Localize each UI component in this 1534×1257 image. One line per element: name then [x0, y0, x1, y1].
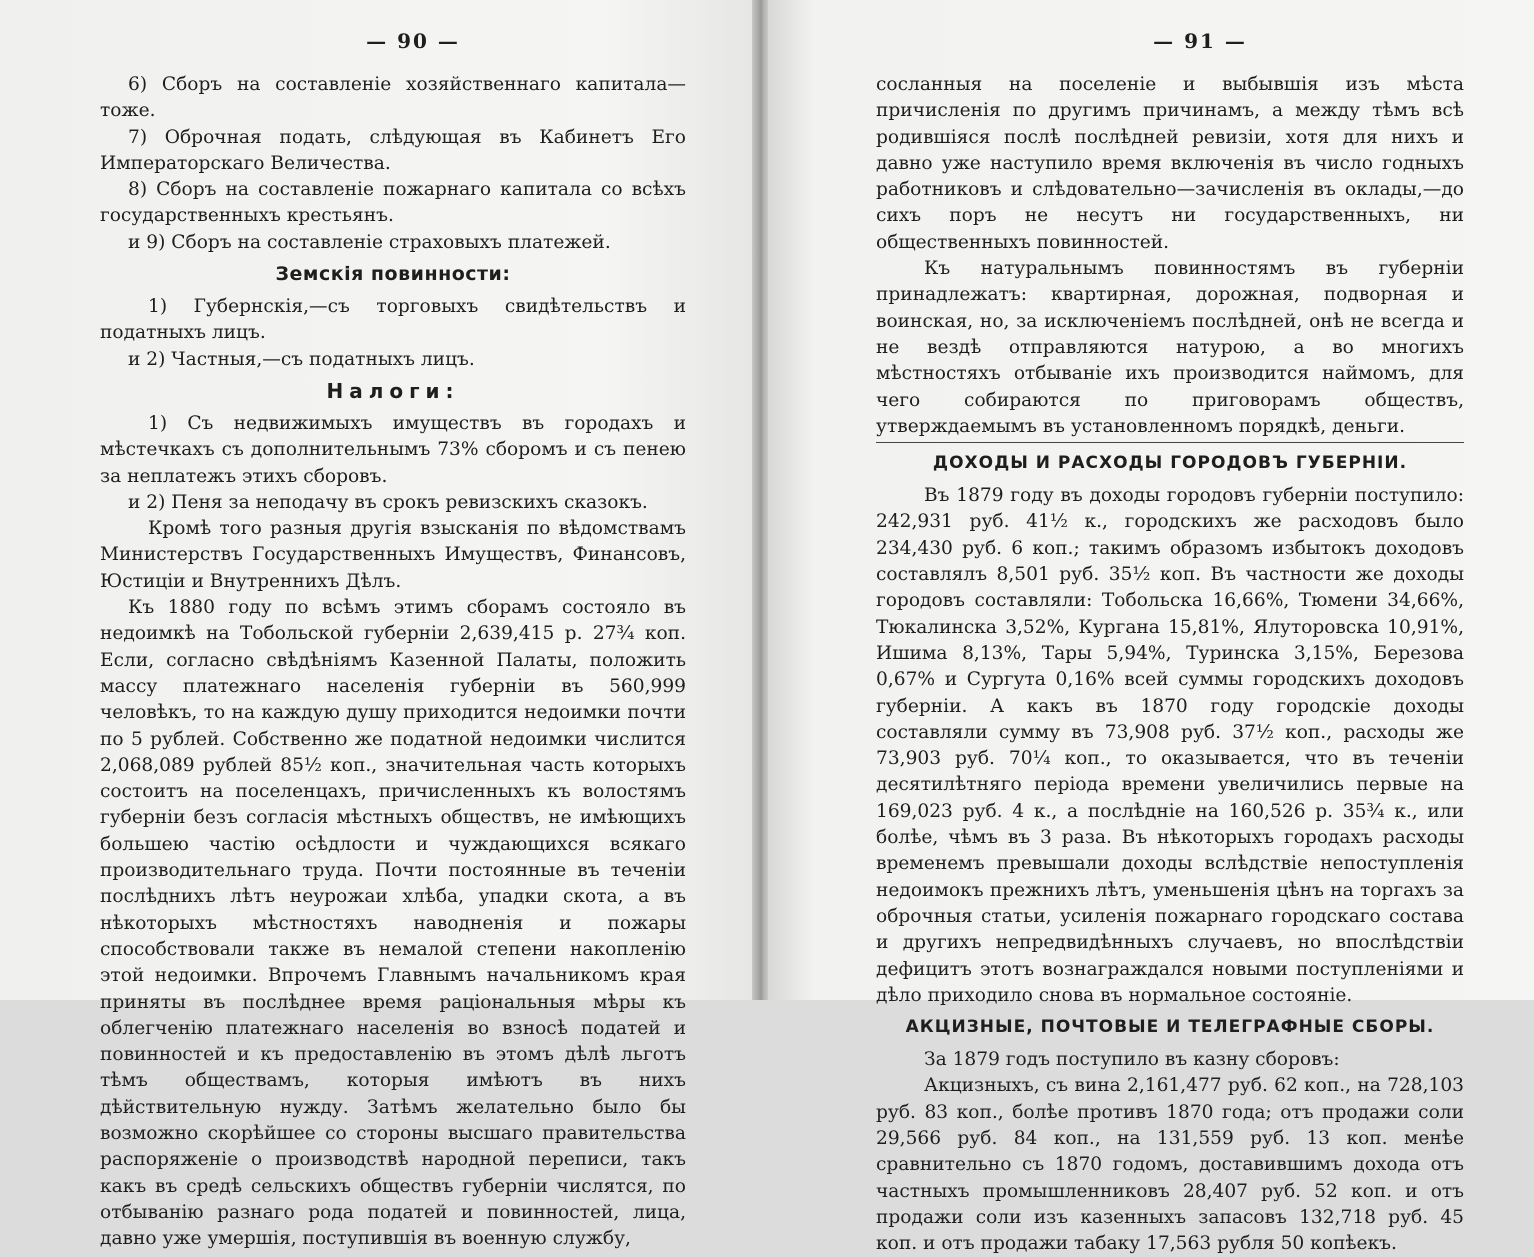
list-item: 8) Сборъ на составленіе пожарнаго капитала со всѣхъ государственныхъ крестьянъ. — [100, 179, 686, 227]
paragraph: Къ натуральнымъ повинностямъ въ губерніи принадлежатъ: квартирная, дорожная, подворная и воинская, но, за исключеніемъ послѣдней, онѣ не всегда и не вездѣ отправляются натурою, а во многихъ мѣстностяхъ отбываніе ихъ производится наймомъ, для чего собираются по приговорамъ обществъ, утверждаемымъ въ установленномъ порядкѣ, деньги. — [876, 258, 1464, 437]
paragraph: Въ 1879 году въ доходы городовъ губерніи поступило: 242,931 руб. 41½ к., городскихъ же расходовъ было 234,430 руб. 6 коп.; такимъ образомъ избытокъ доходовъ составлялъ 8,501 руб. 35½ коп. Въ частности же доходы городовъ составляли: Тобольска 16,66%, Тюмени 34,66%, Тюкалинска 3,52%, Кургана 15,81%, Ялуторовска 10,91%, Ишима 8,13%, Тары 5,94%, Туринска 3,15%, Березова 0,67% и Сургута 0,16% всей суммы городскихъ доходовъ губерніи. А какъ въ 1870 году городскіе доходы составляли сумму въ 73,908 руб. 37½ коп., расходы же 73,903 руб. 70¼ коп., то оказывается, что въ теченіи десятилѣтняго періода времени увеличились первые на 169,023 руб. 4 к., а послѣдніе на 160,526 р. 35¾ к., или болѣе, чѣмъ въ 3 раза. Въ нѣкоторыхъ городахъ расходы временемъ превышали доходы вслѣдствіе непоступленія недоимокъ прежнихъ лѣтъ, уменьшенія цѣнъ на торгахъ за оброчныя статьи, усиленія пожарнаго городскаго состава и другихъ непредвидѣнныхъ случаевъ, но впослѣдствіи дефицитъ этотъ вознаграждался новыми поступленіями и дѣло приходило снова въ нормальное состояніе. — [876, 485, 1464, 1006]
divider — [876, 442, 1464, 443]
section-heading: ДОХОДЫ И РАСХОДЫ ГОРОДОВЪ ГУБЕРНІИ. — [932, 453, 1408, 474]
left-page — [0, 0, 756, 1250]
list-item: 1) Съ недвижимыхъ имуществъ въ городахъ и мѣстечкахъ съ дополнительнымъ 73% сборомъ и съ пенею за неплатежъ этихъ сборовъ. — [100, 412, 686, 487]
section-heading: Земскія повинности: — [275, 263, 511, 286]
paragraph: За 1879 годъ поступило въ казну сборовъ: — [924, 1049, 1340, 1071]
page-number: — 91 — — [1153, 29, 1247, 53]
list-item: и 2) Пеня за неподачу въ срокъ ревизскихъ сказокъ. — [128, 491, 648, 513]
list-item: 7) Оброчная подать, слѣдующая въ Кабинетъ Его Императорскаго Величества. — [100, 126, 686, 174]
paragraph: Кромѣ того разныя другія взысканія по вѣдомствамъ Министерствъ Государственныхъ Имуществъ, Финансовъ, Юстиціи и Внутреннихъ Дѣлъ. — [100, 518, 686, 592]
paragraph: сосланныя на поселеніе и выбывшія изъ мѣста причисленія по другимъ причинамъ, а между тѣмъ всѣ родившіяся послѣ послѣдней ревизіи, хотя для нихъ и давно уже наступило время включенія въ число годныхъ работниковъ и слѣдовательно—зачисленія въ оклады,—до сихъ поръ не несутъ ни государственныхъ, ни общественныхъ повинностей. — [876, 74, 1464, 253]
right-page — [768, 0, 1534, 1255]
page-number: — 90 — — [366, 29, 460, 53]
list-item: и 9) Сборъ на составленіе страховыхъ платежей. — [128, 231, 611, 253]
list-item: 1) Губернскія,—съ торговыхъ свидѣтельствъ и податныхъ лицъ. — [100, 296, 686, 344]
list-item: и 2) Частныя,—съ податныхъ лицъ. — [128, 348, 475, 370]
paragraph: Къ 1880 году по всѣмъ этимъ сборамъ состояло въ недоимкѣ на Тобольской губерніи 2,639,415 р. 27¾ коп. Если, согласно свѣдѣніямъ Казенной Палаты, положить массу платежнаго населенія губерніи въ 560,999 человѣкъ, то на каждую душу приходится недоимки почти по 5 рублей. Собственно же податной недоимки числится 2,068,089 рублей 85½ коп., значительная часть которыхъ состоитъ на поселенцахъ, причисленныхъ къ волостямъ губерніи безъ согласія мѣстныхъ обществъ, не имѣющихъ большею частію осѣдлости и чуждающихся всякаго производительнаго труда. Почти постоянные въ теченіи послѣднихъ лѣтъ неурожаи хлѣба, упадки скота, а въ нѣкоторыхъ мѣстностяхъ наводненія и пожары способствовали также въ немалой степени накопленію этой недоимки. Впрочемъ Главнымъ начальникомъ края приняты въ послѣднее время раціональныя мѣры къ облегченію платежнаго населенія во взносѣ податей и повинностей и къ предоставленію въ этомъ дѣлѣ льготъ тѣмъ обществамъ, которыя имѣютъ въ нихъ дѣйствительную нужду. Затѣмъ желательно было бы возможно скорѣйшее со стороны высшаго правительства распоряженіе о производствѣ народной переписи, такъ какъ въ средѣ сельскихъ обществъ губерніи числятся, по отбыванію разнаго рода податей и повинностей, лица, давно уже умершія, поступившія въ военную службу, — [100, 597, 686, 1250]
section-heading: Налоги: — [326, 378, 460, 403]
list-item: 6) Сборъ на составленіе хозяйственнаго капитала—тоже. — [100, 74, 686, 122]
section-heading: АКЦИЗНЫЕ, ПОЧТОВЫЕ И ТЕЛЕГРАФНЫЕ СБОРЫ. — [905, 1017, 1435, 1038]
paragraph: Акцизныхъ, съ вина 2,161,477 руб. 62 коп., на 728,103 руб. 83 коп., болѣе противъ 1870 года; отъ продажи соли 29,566 руб. 84 коп., на 131,559 руб. 13 коп. менѣе сравнительно съ 1870 годомъ, доставившимъ дохода отъ частныхъ промышленниковъ 28,407 руб. 52 коп. и отъ продажи соли изъ казенныхъ запасовъ 132,718 руб. 45 коп. и отъ продажи табаку 17,563 рубля 50 копѣекъ. — [876, 1075, 1464, 1255]
